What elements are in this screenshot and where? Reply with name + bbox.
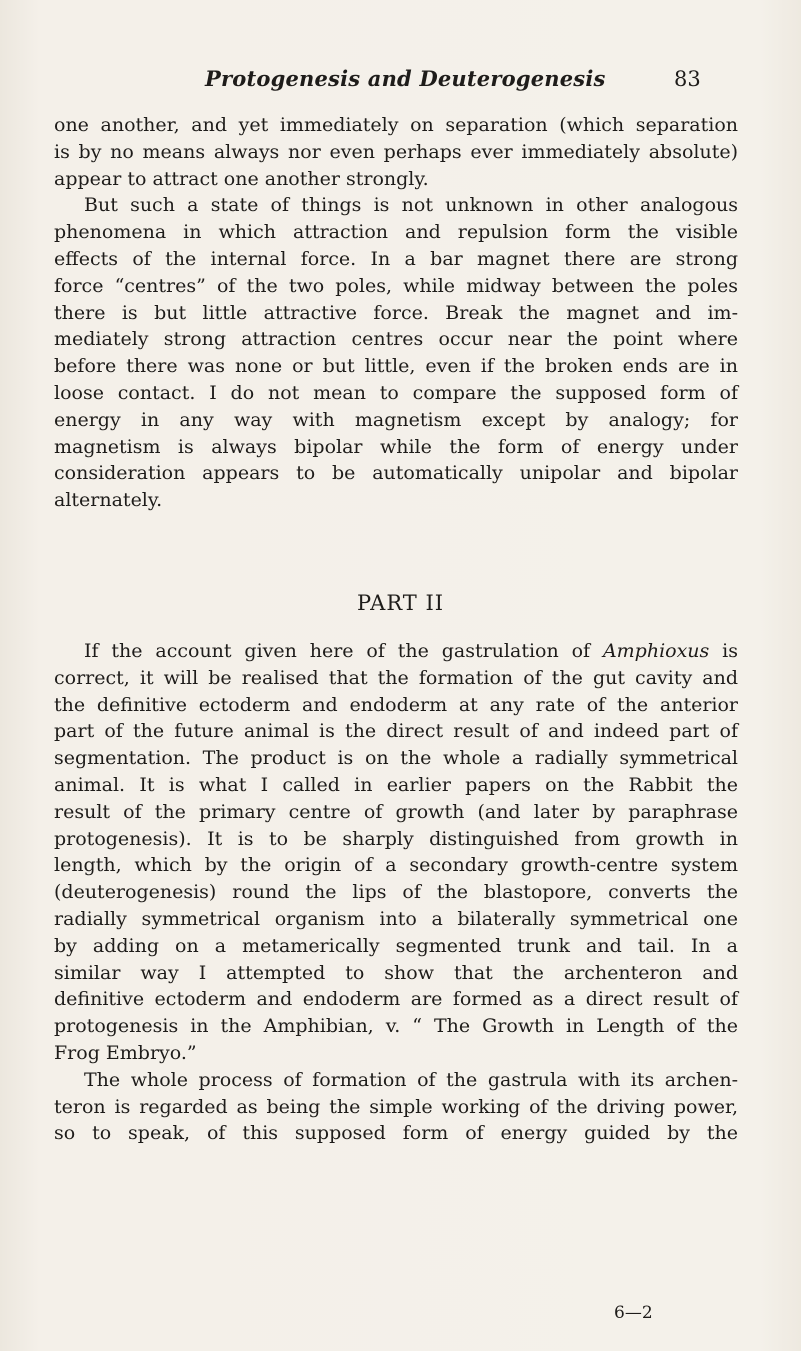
text-line: protogenesis). It is to be sharply distinguished from growth in bbox=[54, 827, 738, 850]
text-line: protogenesis in the Amphibian, v. “ The Growth in Length of the bbox=[54, 1015, 738, 1038]
text-line: length, which by the origin of a secondary growth-centre system bbox=[54, 854, 738, 877]
text-run: If the account given here of the gastrulation of bbox=[84, 640, 603, 662]
text-line: radially symmetrical organism into a bilaterally symmetrical one bbox=[54, 907, 738, 930]
text-line: by adding on a metamerically segmented trunk and tail. In a bbox=[54, 934, 738, 957]
text-line: segmentation. The product is on the whole a radially symmetrical bbox=[54, 747, 738, 770]
text-line: part of the future animal is the direct result of and indeed part of bbox=[54, 720, 738, 743]
text-line: (deuterogenesis) round the lips of the blastopore, converts the bbox=[54, 881, 738, 904]
text-line: magnetism is always bipolar while the form of energy under bbox=[54, 435, 738, 458]
section-heading: PART II bbox=[356, 591, 445, 615]
text-line: force “centres” of the two poles, while midway between the poles bbox=[54, 274, 738, 297]
text-line: correct, it will be realised that the formation of the gut cavity and bbox=[54, 666, 738, 689]
text-line: definitive ectoderm and endoderm are formed as a direct result of bbox=[54, 988, 738, 1011]
text-line: is by no means always nor even perhaps ever immediately absolute) bbox=[54, 140, 738, 163]
text-run: is bbox=[709, 640, 738, 662]
text-line: phenomena in which attraction and repulsion form the visible bbox=[54, 221, 738, 244]
text-line: there is but little attractive force. Break the magnet and im- bbox=[54, 301, 738, 324]
text-line: mediately strong attraction centres occur near the point where bbox=[54, 328, 738, 351]
text-line: before there was none or but little, even if the broken ends are in bbox=[54, 355, 738, 378]
running-header bbox=[0, 66, 801, 96]
genus-name: Amphioxus bbox=[602, 640, 710, 662]
text-line: The whole process of formation of the gastrula with its archen- bbox=[84, 1068, 738, 1091]
text-line: consideration appears to be automatically unipolar and bipolar bbox=[54, 462, 738, 485]
text-line: But such a state of things is not unknown in other analogous bbox=[84, 194, 738, 217]
text-line: the definitive ectoderm and endoderm at any rate of the anterior bbox=[54, 693, 738, 716]
text-line: one another, and yet immediately on separation (which separation bbox=[54, 114, 738, 136]
text-line: Frog Embryo.” bbox=[54, 1041, 197, 1064]
paragraph-block-part-one bbox=[54, 112, 738, 514]
text-line bbox=[54, 638, 738, 665]
running-title: Protogenesis and Deuterogenesis bbox=[205, 66, 606, 91]
text-line: animal. It is what I called in earlier papers on the Rabbit the bbox=[54, 773, 738, 796]
text-line: alternately. bbox=[54, 489, 163, 512]
text-line: effects of the internal force. In a bar magnet there are strong bbox=[54, 247, 738, 270]
text-line: appear to attract one another strongly. bbox=[54, 167, 429, 190]
paragraph-block-part-two bbox=[54, 638, 738, 1147]
text-line: result of the primary centre of growth (and later by paraphrase bbox=[54, 800, 738, 823]
page-number: 83 bbox=[674, 67, 701, 91]
text-line: loose contact. I do not mean to compare the supposed form of bbox=[54, 381, 738, 404]
text-line: similar way I attempted to show that the archenteron and bbox=[54, 961, 738, 984]
printer-signature-mark: 6—2 bbox=[614, 1303, 653, 1323]
text-line: so to speak, of this supposed form of energy guided by the bbox=[54, 1122, 738, 1145]
text-line: teron is regarded as being the simple working of the driving power, bbox=[54, 1095, 738, 1118]
text-line: energy in any way with magnetism except by analogy; for bbox=[54, 408, 738, 431]
